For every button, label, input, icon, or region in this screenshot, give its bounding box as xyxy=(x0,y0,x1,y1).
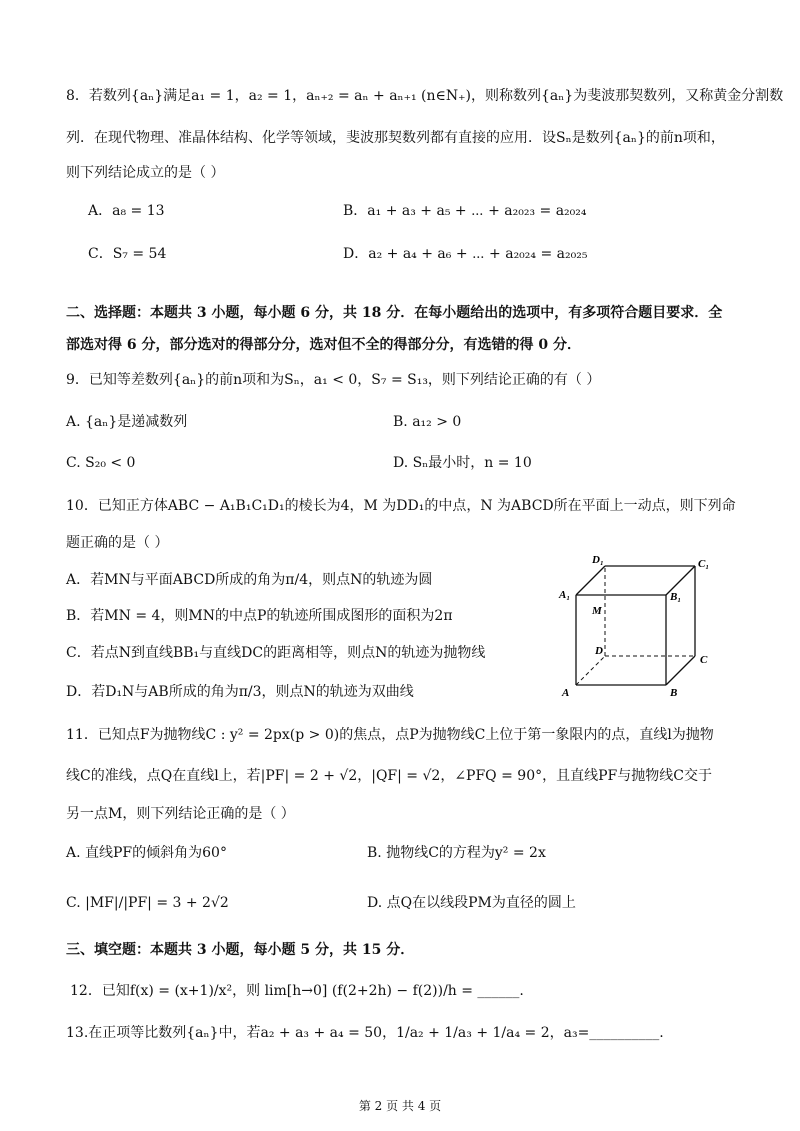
q9-option-a: A. {aₙ}是递减数列 xyxy=(66,414,188,430)
cube-figure xyxy=(550,550,730,705)
edge-a1-d1 xyxy=(576,566,605,595)
q10-option-d: D．若D₁N与AB所成的角为π/3，则点N的轨迹为双曲线 xyxy=(66,684,414,700)
q10-option-a: A．若MN与平面ABCD所成的角为π/4，则点N的轨迹为圆 xyxy=(66,572,433,588)
q11-option-c: C. |MF|/|PF| = 3 + 2√2 xyxy=(66,895,229,911)
q9-option-c: C. S₂₀ < 0 xyxy=(66,455,136,471)
q12-text: 12．已知f(x) = (x+1)/x²，则 lim[h→0] (f(2+2h) − f(2))/h = ______. xyxy=(70,983,524,999)
q9-option-d: D. Sₙ最小时，n = 10 xyxy=(393,455,532,471)
section2-line1: 二、选择题：本题共 3 小题，每小题 6 分，共 18 分．在每小题给出的选项中，有多项符合题目要求．全 xyxy=(66,305,723,321)
label-a1: A₁ xyxy=(559,589,571,601)
section2-line2: 部选对得 6 分，部分选对的得部分分，选对但不全的得部分分，有选错的得 0 分． xyxy=(66,337,581,353)
q11-line3: 另一点M，则下列结论正确的是（ ） xyxy=(66,806,295,822)
q13-text: 13.在正项等比数列{aₙ}中，若a₂ + a₃ + a₄ = 50，1/a₂ + 1/a₃ + 1/a₄ = 2，a₃=__________. xyxy=(66,1025,664,1041)
label-m: M xyxy=(592,605,602,617)
q10-line1: 10．已知正方体ABC − A₁B₁C₁D₁的棱长为4，M 为DD₁的中点，N 为ABCD所在平面上一动点，则下列命 xyxy=(66,498,736,514)
q10-option-c: C．若点N到直线BB₁与直线DC的距离相等，则点N的轨迹为抛物线 xyxy=(66,645,486,661)
q8-line2: 列．在现代物理、准晶体结构、化学等领域，斐波那契数列都有直接的应用．设Sₙ是数列{aₙ}的前n项和， xyxy=(66,130,725,146)
label-c1: C₁ xyxy=(698,558,710,570)
q11-option-b: B. 抛物线C的方程为y² = 2x xyxy=(367,845,546,861)
label-b: B xyxy=(670,687,678,699)
label-b1: B₁ xyxy=(670,591,682,603)
section3-header: 三、填空题：本题共 3 小题，每小题 5 分，共 15 分． xyxy=(66,942,415,958)
page-footer: 第 2 页 共 4 页 xyxy=(358,1099,442,1113)
label-c: C xyxy=(700,654,708,666)
q8-option-d: D．a₂ + a₄ + a₆ + ⋯ + a₂₀₂₄ = a₂₀₂₅ xyxy=(343,246,588,262)
q9-option-b: B. a₁₂ > 0 xyxy=(393,414,462,430)
q11-line1: 11．已知点F为抛物线C : y² = 2px(p > 0)的焦点，点P为抛物线C上位于第一象限内的点，直线l为抛物 xyxy=(66,727,714,743)
label-a: A xyxy=(562,687,570,699)
edge-a-d-hidden xyxy=(576,656,605,685)
q8-line3: 则下列结论成立的是（ ） xyxy=(66,165,225,181)
q8-option-a: A．a₈ = 13 xyxy=(88,203,165,219)
q8-line1: 8．若数列{aₙ}满足a₁ = 1，a₂ = 1，aₙ₊₂ = aₙ + aₙ₊₁ (n∈N₊)，则称数列{aₙ}为斐波那契数列，又称黄金分割数 xyxy=(66,88,784,104)
q10-line2: 题正确的是（ ） xyxy=(66,535,169,551)
q9-stem: 9．已知等差数列{aₙ}的前n项和为Sₙ，a₁ < 0，S₇ = S₁₃，则下列结论正确的有（ ） xyxy=(66,372,601,388)
label-d: D xyxy=(595,645,603,657)
label-d1: D₁ xyxy=(592,554,604,566)
q10-option-b: B．若MN = 4，则MN的中点P的轨迹所围成图形的面积为2π xyxy=(66,608,453,624)
q8-option-c: C．S₇ = 54 xyxy=(88,246,167,262)
edge-b-c xyxy=(666,656,695,685)
q11-option-d: D. 点Q在以线段PM为直径的圆上 xyxy=(367,895,576,911)
q11-line2: 线C的准线，点Q在直线l上，若|PF| = 2 + √2，|QF| = √2，∠PFQ = 90°，且直线PF与抛物线C交于 xyxy=(66,768,712,784)
q8-option-b: B．a₁ + a₃ + a₅ + ⋯ + a₂₀₂₃ = a₂₀₂₄ xyxy=(343,203,587,219)
q11-option-a: A. 直线PF的倾斜角为60° xyxy=(66,845,227,861)
